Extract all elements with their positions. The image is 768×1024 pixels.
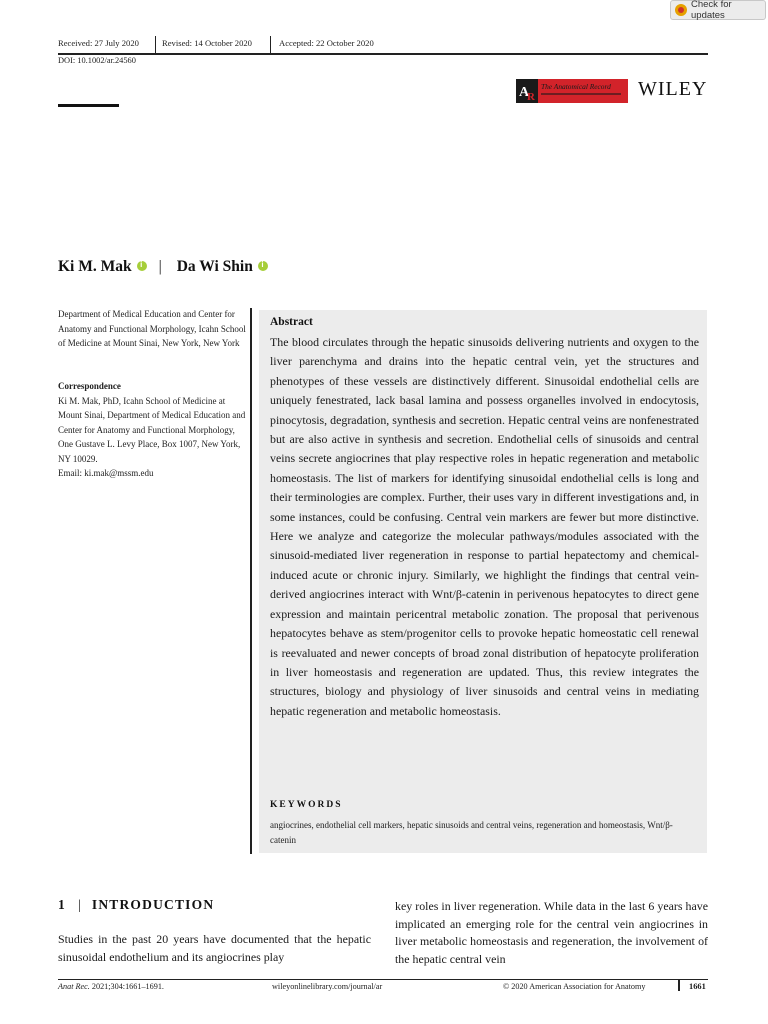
- revised-date: Revised: 14 October 2020: [162, 38, 252, 48]
- svg-text:A: A: [519, 85, 530, 100]
- author-name[interactable]: Da Wi Shin: [176, 258, 253, 275]
- citation-journal: Anat Rec.: [58, 982, 90, 991]
- author-line: [58, 258, 268, 276]
- abstract-heading: Abstract: [270, 316, 313, 328]
- publisher-logo: WILEY: [638, 78, 708, 100]
- section-separator: |: [77, 897, 82, 912]
- intro-text-column-1: Studies in the past 20 years have documented that the hepatic sinusoidal endothelium and its angiocrines play: [58, 932, 371, 964]
- footer-divider: [678, 979, 680, 991]
- check-for-updates-button[interactable]: [670, 0, 766, 20]
- anatomical-record-logo: [516, 79, 628, 103]
- header-divider: [155, 36, 156, 53]
- orcid-icon[interactable]: [137, 261, 147, 271]
- orcid-icon[interactable]: [258, 261, 268, 271]
- correspondence-address: Ki M. Mak, PhD, Icahn School of Medicine at Mount Sinai, Department of Medical Education and Center for Anatomy and Functional Morphology, One Gustave L. Levy Place, Box 1007, New York, NY 10029.: [58, 395, 246, 464]
- copyright: © 2020 American Association for Anatomy: [503, 982, 646, 991]
- section-number: 1: [58, 897, 66, 912]
- author-name[interactable]: Ki M. Mak: [58, 258, 132, 275]
- section-title: INTRODUCTION: [91, 897, 215, 912]
- author-separator: |: [158, 258, 162, 275]
- journal-logo-text: The Anatomical Record: [541, 82, 611, 91]
- intro-text-column-2: key roles in liver regeneration. While data in the last 6 years have implicated an emerging role for the central vein angiocrines in liver metabolic homeostasis and regeneration, the involvement of the hepatic central vein: [395, 899, 708, 966]
- crossmark-icon: [675, 4, 687, 16]
- received-date: Received: 27 July 2020: [58, 38, 139, 48]
- header-rule: [58, 53, 708, 55]
- citation: [58, 982, 164, 991]
- citation-details: 2021;304:1661–1691.: [89, 982, 164, 991]
- correspondence-email[interactable]: Email: ki.mak@mssm.edu: [58, 468, 154, 478]
- article-type-rule: [58, 104, 119, 107]
- check-for-updates-label: Check for updates: [691, 0, 732, 21]
- journal-url[interactable]: wileyonlinelibrary.com/journal/ar: [272, 982, 383, 991]
- abstract-rule: [250, 308, 252, 854]
- doi[interactable]: DOI: 10.1002/ar.24560: [58, 56, 136, 65]
- affiliation: Department of Medical Education and Center for Anatomy and Functional Morphology, Icahn School of Medicine at Mount Sinai, New York, New York: [58, 309, 246, 348]
- svg-text:R: R: [527, 91, 535, 103]
- abstract-body: The blood circulates through the hepatic sinusoids delivering nutrients and oxygen to the liver parenchyma and drains into the hepatic central vein, yet the structures and phenotypes of these vessels are distinctively different. Sinusoidal endothelial cells are uniquely fenestrated, lack basal lamina and possess organelles involved in endocytosis, pinocytosis, degradation, synthesis and secretion. Hepatic central veins are nonfenestrated but are also active in synthesis and secretion. Endothelial cells of sinusoids and central veins secrete angiocrines that play respective roles in hepatic regeneration and metabolic homeostasis. The list of markers for identifying sinusoidal endothelial cells is long and their terminologies are complex. Further, their uses vary in different investigations and, in some instances, could be confusing. Central vein markers are fewer but more distinctive. Here we analyze and categorize the molecular pathways/modules associated with the sinusoid-mediated liver regeneration in response to partial hepatectomy and chemical-induced acute or chronic injury. Similarly, we highlight the findings that central vein-derived angiocrines interact with Wnt/β-catenin in perivenous hepatocytes to direct gene expression and maintain pericentral metabolic zonation. The proposal that perivenous hepatocytes behave as stem/progenitor cells to provoke hepatic homeostatic cell renewal is reevaluated and newer concepts of broad zonal distribution of hepatocyte proliferation in liver homeostasis and regeneration are updated. Thus, this review integrates the structures, biology and physiology of liver sinusoids and central veins in mediating hepatic regeneration and metabolic homeostasis.: [270, 335, 699, 718]
- correspondence: [58, 379, 246, 481]
- correspondence-heading: Correspondence: [58, 381, 121, 391]
- section-heading: [58, 897, 214, 913]
- keywords-list: angiocrines, endothelial cell markers, hepatic sinusoids and central veins, regeneration and homeostasis, Wnt/β-catenin: [270, 820, 673, 845]
- accepted-date: Accepted: 22 October 2020: [279, 38, 374, 48]
- keywords-heading: KEYWORDS: [270, 800, 343, 810]
- header-divider: [270, 36, 271, 53]
- footer-rule: [58, 979, 708, 980]
- page-number: 1661: [689, 982, 706, 991]
